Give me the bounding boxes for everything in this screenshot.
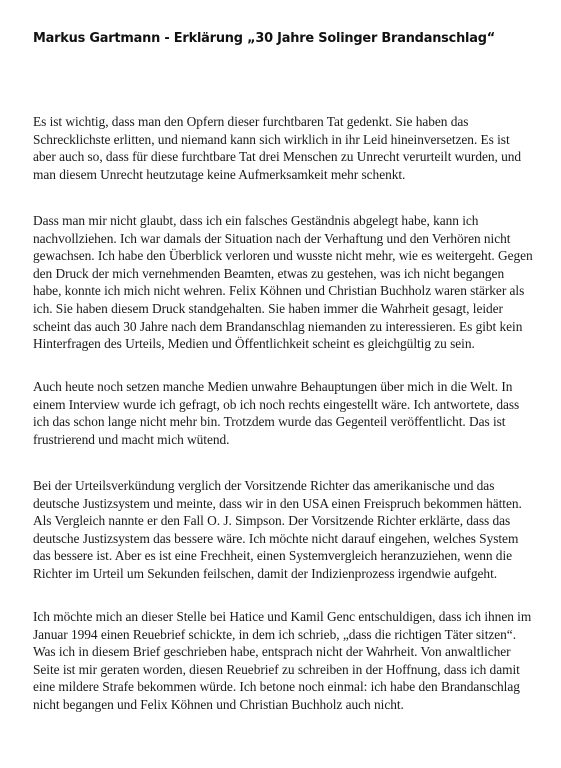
paragraph-victims: Es ist wichtig, dass man den Opfern dieser furchtbaren Tat gedenkt. Sie haben das Schrecklichste erlitten, und niemand kann sich wirklich in ihr Leid hineinversetzen. Es ist aber auch so, dass für diese furchtbare Tat drei Menschen zu Unrecht verurteilt wurden, und man diesem Unrecht heutzutage keine Aufmerksamkeit mehr schenkt. <box>33 114 522 182</box>
paragraph-verdict: Bei der Urteilsverkündung verglich der Vorsitzende Richter das amerikanische und das deutsche Justizsystem und meinte, dass wir in den USA einen Freispruch bekommen hätten. Als Vergleich nannte er den Fall O. J. Simpson. Der Vorsitzende Richter erklärte, dass das deutsche Justizsystem das bessere wäre. Ich möchte nicht darauf eingehen, welches System das bessere ist. Aber es ist eine Frechheit, einen Systemvergleich heranzuziehen, wenn die Richter im Urteil um Sekunden feilschen, damit der Indizienprozess irgendwie aufgeht. <box>33 478 522 581</box>
paragraph-apology: Ich möchte mich an dieser Stelle bei Hatice und Kamil Genc entschuldigen, dass ich ihnen im Januar 1994 einen Reuebrief schickte, in dem ich schrieb, „dass die richtigen Täter sitzen“. Was ich in diesem Brief geschrieben habe, entsprach nicht der Wahrheit. Von anwaltlicher Seite ist mir geraten worden, diesen Reuebrief zu schreiben in der Hoffnung, dass ich damit eine mildere Strafe bekommen würde. Ich betone noch einmal: ich habe den Brandanschlag nicht begangen und Felix Köhnen und Christian Buchholz auch nicht. <box>33 609 532 712</box>
paragraph-false-confession: Dass man mir nicht glaubt, dass ich ein falsches Geständnis abgelegt habe, kann ich nachvollziehen. Ich war damals der Situation nach der Verhaftung und den Verhören nicht gewachsen. Ich habe den Überblick verloren und wusste nicht mehr, wie es weitergeht. Gegen den Druck der mich vernehmenden Beamten, etwas zu gestehen, was ich nicht begangen habe, konnte ich mich nicht wehren. Felix Köhnen und Christian Buchholz waren stärker als ich. Sie haben diesem Druck standgehalten. Sie haben immer die Wahrheit gesagt, leider scheint das auch 30 Jahre nach dem Brandanschlag niemanden zu interessieren. Es gibt kein Hinterfragen des Urteils, Medien und Öffentlichkeit scheint es gleichgültig zu sein. <box>33 213 533 352</box>
paragraph-media: Auch heute noch setzen manche Medien unwahre Behauptungen über mich in die Welt. In einem Interview wurde ich gefragt, ob ich noch rechts eingestellt wäre. Ich antwortete, dass ich das schon lange nicht mehr bin. Trotzdem wurde das Gegenteil veröffentlicht. Das ist frustrierend und macht mich wütend. <box>33 379 520 447</box>
document-title: Markus Gartmann - Erklärung „30 Jahre Solinger Brandanschlag“ <box>33 31 496 46</box>
